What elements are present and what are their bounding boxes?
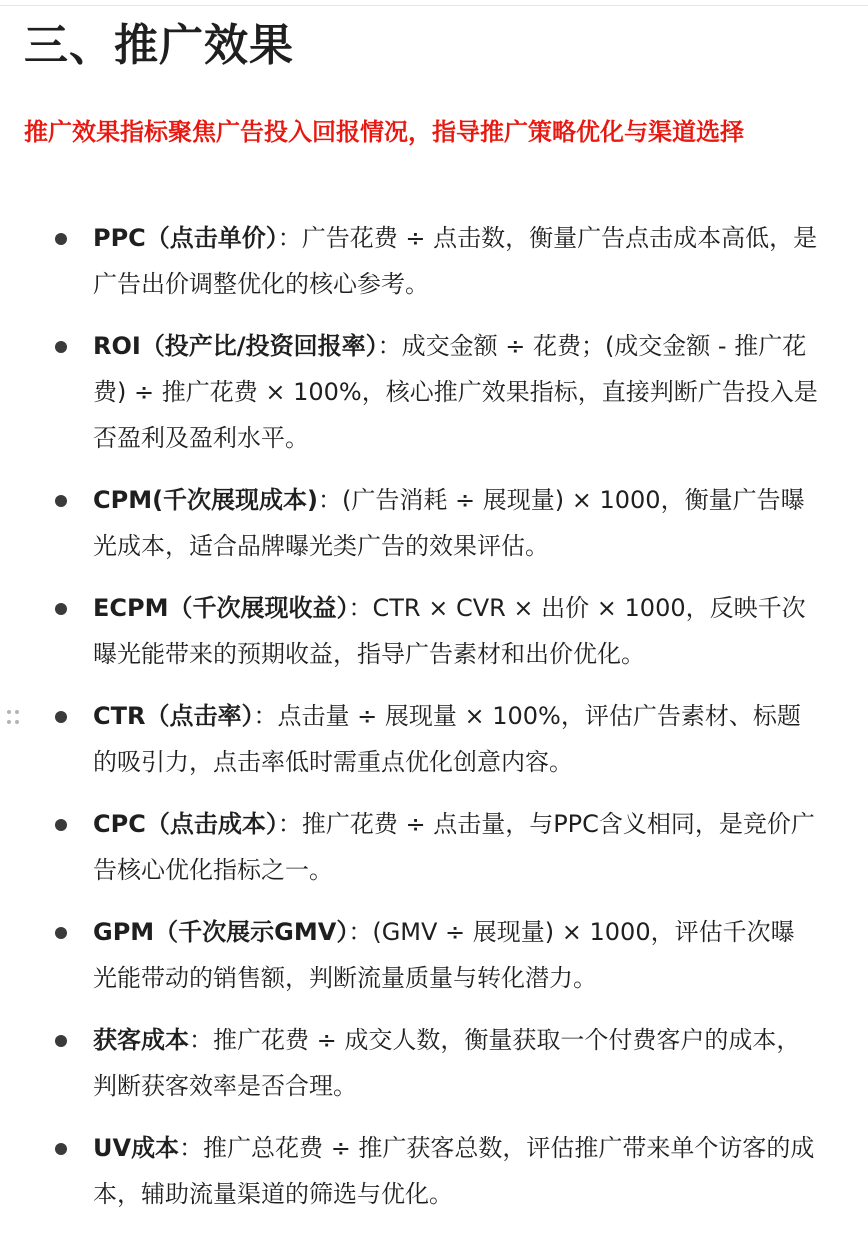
metric-desc: ：(广告消耗 ÷ 展现量) × 1000，衡量广告曝光成本，适合品牌曝光类广告的效果评估。 [93,486,805,560]
bullet-icon [55,341,67,353]
metric-term: CPC（点击成本） [93,810,278,838]
highlight-text: 推广效果指标聚焦广告投入回报情况，指导推广策略优化与渠道选择 [24,118,744,146]
bullet-icon [55,711,67,723]
list-item [0,909,818,1001]
metric-desc: ：广告花费 ÷ 点击数，衡量广告点击成本高低，是广告出价调整优化的核心参考。 [93,224,818,298]
metric-list [0,215,868,1233]
metric-term: UV成本 [93,1134,180,1162]
metric-desc: ：推广总花费 ÷ 推广获客总数，评估推广带来单个访客的成本，辅助流量渠道的筛选与优化。 [93,1134,815,1208]
bullet-icon [55,233,67,245]
metric-desc: ：点击量 ÷ 展现量 × 100%，评估广告素材、标题的吸引力，点击率低时需重点优化创意内容。 [93,702,801,776]
metric-desc: ：(GMV ÷ 展现量) × 1000，评估千次曝光能带动的销售额，判断流量质量与转化潜力。 [93,918,795,992]
metric-term: 获客成本 [93,1026,189,1054]
list-item [0,693,818,785]
metric-term: CTR（点击率） [93,702,254,730]
list-item [0,323,818,461]
list-item [0,1125,818,1217]
metric-term: ECPM（千次展现收益） [93,594,349,622]
list-item [0,801,818,893]
metric-desc: ：CTR × CVR × 出价 × 1000，反映千次曝光能带来的预期收益，指导广告素材和出价优化。 [93,594,806,668]
metric-desc: ：推广花费 ÷ 成交人数，衡量获取一个付费客户的成本，判断获客效率是否合理。 [93,1026,801,1100]
bullet-icon [55,1143,67,1155]
list-item [0,477,818,569]
metric-desc: ：推广花费 ÷ 点击量，与PPC含义相同，是竞价广告核心优化指标之一。 [93,810,815,884]
bullet-icon [55,1035,67,1047]
metric-term: ROI（投产比/投资回报率） [93,332,378,360]
top-divider [0,0,868,6]
page-title: 三、推广效果 [24,20,294,71]
bullet-icon [55,603,67,615]
metric-term: GPM（千次展示GMV） [93,918,349,946]
metric-desc: ：成交金额 ÷ 花费；(成交金额 - 推广花费) ÷ 推广花费 × 100%，核心推广效果指标，直接判断广告投入是否盈利及盈利水平。 [93,332,818,452]
bullet-icon [55,927,67,939]
metric-term: CPM(千次展现成本) [93,486,319,514]
metric-term: PPC（点击单价） [93,224,278,252]
bullet-icon [55,819,67,831]
list-item [0,215,818,307]
list-item [0,585,818,677]
list-item [0,1017,818,1109]
bullet-icon [55,495,67,507]
